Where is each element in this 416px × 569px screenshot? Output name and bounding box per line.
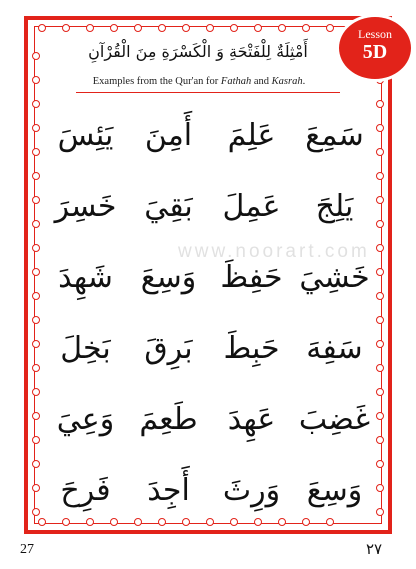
title-rule xyxy=(76,92,340,93)
frame-scallop xyxy=(32,100,40,108)
word-cell: عَمِلَ xyxy=(222,189,281,224)
frame-scallop xyxy=(230,24,238,32)
frame-scallop xyxy=(32,268,40,276)
frame-scallop xyxy=(32,388,40,396)
frame-scallop xyxy=(158,24,166,32)
page-number-latin: 27 xyxy=(20,542,34,557)
frame-scallop xyxy=(32,76,40,84)
frame-scallop xyxy=(376,196,384,204)
word-cell: وَعِيَ xyxy=(56,402,115,437)
subtitle-and: and xyxy=(251,76,272,87)
frame-scallop xyxy=(376,244,384,252)
frame-scallop xyxy=(326,24,334,32)
frame-scallop xyxy=(32,292,40,300)
subtitle-fathah: Fathah xyxy=(220,76,252,87)
frame-scallop xyxy=(376,100,384,108)
word-cell: وَسِعَ xyxy=(306,473,363,508)
frame-scallop xyxy=(302,24,310,32)
frame-scallop xyxy=(86,24,94,32)
word-cell: فَرِحَ xyxy=(60,473,111,508)
word-cell: خَشِيَ xyxy=(299,260,370,295)
subtitle-prefix: Examples from the Qur'an for xyxy=(92,76,221,87)
frame-scallop xyxy=(376,460,384,468)
frame-scallop xyxy=(32,412,40,420)
frame-scallop xyxy=(376,412,384,420)
word-cell: سَفِهَ xyxy=(306,331,363,366)
frame-scallop xyxy=(376,316,384,324)
word-cell: يَئِسَ xyxy=(57,118,114,153)
english-subtitle xyxy=(56,76,342,87)
frame-scallop xyxy=(376,172,384,180)
word-cell: حَبِطَ xyxy=(223,331,280,366)
frame-scallop xyxy=(32,364,40,372)
frame-scallop xyxy=(254,24,262,32)
frame-scallop xyxy=(110,24,118,32)
frame-scallop xyxy=(376,436,384,444)
frame-scallop xyxy=(376,388,384,396)
word-cell: بَقِيَ xyxy=(144,189,193,224)
subtitle-end: . xyxy=(302,76,306,87)
lesson-badge xyxy=(339,17,411,79)
word-cell: أَمِنَ xyxy=(144,118,193,153)
lesson-label: Lesson xyxy=(358,27,392,41)
arabic-title: أَمْثِلَةٌ لِلْفَتْحَةِ وَ الْكَسْرَةِ مِنَ الْقُرْآنِ xyxy=(88,42,308,61)
word-cell: أَجِدَ xyxy=(147,473,190,508)
watermark: www.noorart.com xyxy=(178,241,370,262)
word-cell: بَخِلَ xyxy=(60,331,111,366)
frame-scallop xyxy=(38,24,46,32)
word-cell: شَهِدَ xyxy=(58,260,113,295)
frame-scallop xyxy=(32,196,40,204)
word-cell: وَرِثَ xyxy=(222,473,281,508)
frame-scallop xyxy=(32,436,40,444)
word-cell: عَهِدَ xyxy=(227,402,276,437)
frame-scallop xyxy=(32,340,40,348)
frame-scallop xyxy=(32,172,40,180)
frame-scallop xyxy=(376,124,384,132)
word-cell: عَلِمَ xyxy=(227,118,276,153)
frame-scallop xyxy=(376,508,384,516)
frame-scallop xyxy=(376,484,384,492)
word-cell: وَسِعَ xyxy=(140,260,197,295)
frame-scallop xyxy=(32,244,40,252)
word-cell: طَعِمَ xyxy=(139,402,198,437)
lesson-number: 5D xyxy=(362,41,388,63)
frame-scallop xyxy=(32,316,40,324)
frame-scallop xyxy=(206,24,214,32)
frame-scallop xyxy=(182,24,190,32)
word-cell: حَفِظَ xyxy=(220,260,283,295)
frame-scallop xyxy=(32,52,40,60)
frame-scallop xyxy=(376,364,384,372)
frame-scallop xyxy=(32,460,40,468)
word-cell: سَمِعَ xyxy=(305,118,364,153)
frame-scallop xyxy=(32,124,40,132)
frame-scallop xyxy=(134,24,142,32)
frame-scallop xyxy=(278,24,286,32)
frame-scallop xyxy=(32,220,40,228)
frame-scallop xyxy=(376,268,384,276)
frame-scallop xyxy=(32,484,40,492)
subtitle-kasrah: Kasrah xyxy=(271,76,303,87)
frame-scallop xyxy=(376,292,384,300)
page-number-arabic: ٢٧ xyxy=(366,540,383,558)
frame-scallop xyxy=(376,220,384,228)
frame-scallop xyxy=(32,148,40,156)
frame-scallop xyxy=(376,340,384,348)
frame-scallop xyxy=(32,508,40,516)
word-cell: خَسِرَ xyxy=(54,189,117,224)
word-cell: غَضِبَ xyxy=(298,402,371,437)
word-grid xyxy=(44,100,376,526)
frame-scallop xyxy=(376,148,384,156)
word-cell: يَلِجَ xyxy=(315,189,354,224)
word-cell: بَرِقَ xyxy=(144,331,193,366)
frame-scallop xyxy=(62,24,70,32)
